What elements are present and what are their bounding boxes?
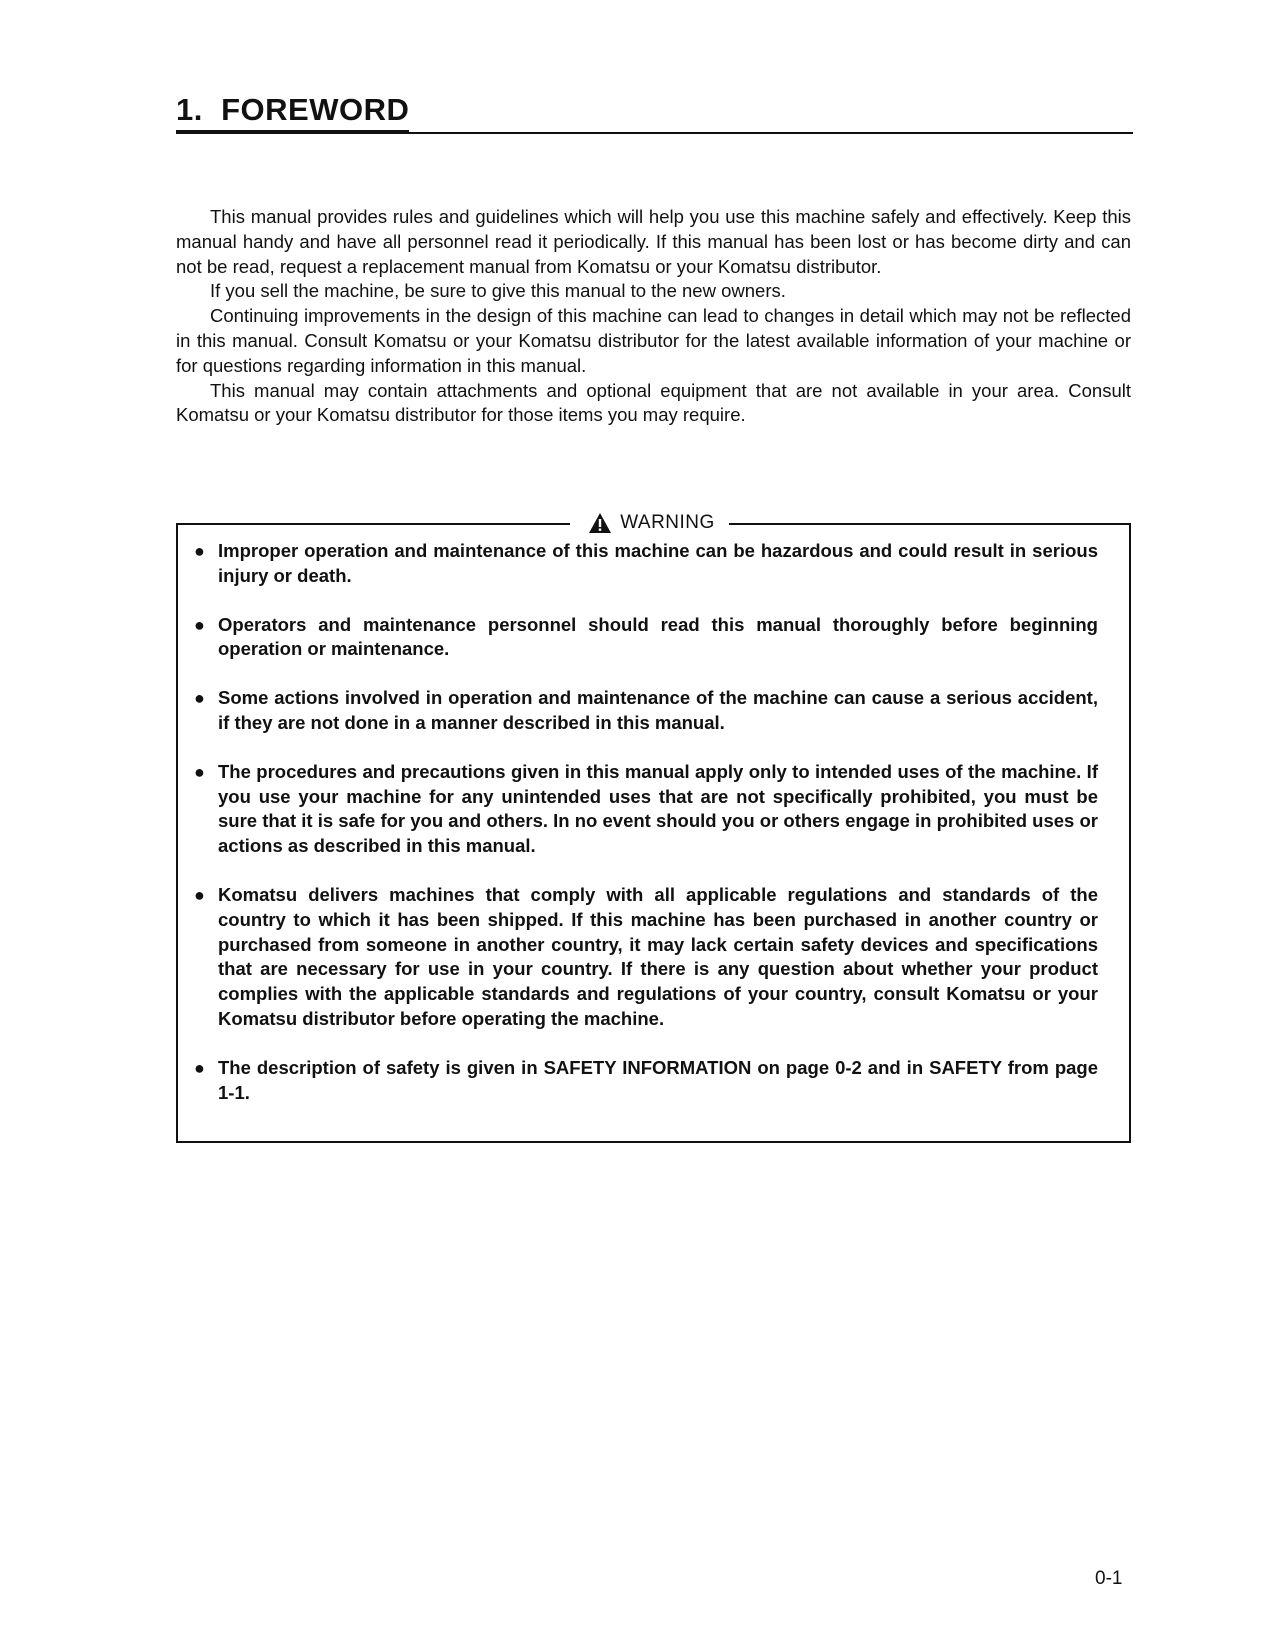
warning-item	[194, 686, 1098, 736]
section-number: 1.	[176, 92, 203, 127]
warning-border-right	[729, 523, 1129, 525]
page-number: 0-1	[1095, 1568, 1123, 1589]
warning-item-text: The procedures and precautions given in this manual apply only to intended uses of the machine. If you use your machine for any unintended uses that are not specifically prohibited, you must be sure that it is safe for you and others. In no event should you or others engage in prohibited uses or actions as described in this manual.	[218, 760, 1098, 857]
warning-item-text: The description of safety is given in SAFETY INFORMATION on page 0-2 and in SAFETY from page 1-1.	[218, 1056, 1098, 1103]
warning-item	[194, 539, 1098, 589]
intro-paragraph: This manual may contain attachments and optional equipment that are not available in your area. Consult Komatsu or your Komatsu distributor for those items you may require.	[176, 379, 1131, 426]
bullet-icon: ●	[194, 688, 205, 709]
bullet-icon: ●	[194, 614, 205, 635]
warning-title: WARNING	[620, 512, 715, 533]
warning-triangle-icon	[588, 512, 612, 534]
warning-item-text: Operators and maintenance personnel should read this manual thoroughly before beginning operation or maintenance.	[218, 613, 1098, 660]
warning-box	[176, 512, 1131, 1143]
warning-item-text: Improper operation and maintenance of this machine can be hazardous and could result in serious injury or death.	[218, 540, 1098, 586]
bullet-icon: ●	[194, 1057, 205, 1078]
bullet-icon: ●	[194, 761, 205, 782]
warning-list	[194, 539, 1098, 1129]
foreword-text	[176, 205, 1131, 428]
warning-header	[570, 511, 733, 535]
intro-paragraph: This manual provides rules and guidelines which will help you use this machine safely and effectively. Keep this manual handy and have all personnel read it periodically. If this manual has been lost or has become dirty and can not be read, request a replacement manual from Komatsu or your Komatsu distributor.	[176, 206, 1131, 277]
page-title	[176, 90, 409, 132]
intro-paragraph: If you sell the machine, be sure to give this manual to the new owners.	[210, 280, 786, 302]
bullet-icon: ●	[194, 884, 205, 905]
warning-item	[194, 613, 1098, 663]
warning-border-left	[178, 523, 570, 525]
warning-item	[194, 760, 1098, 859]
intro-paragraph: Continuing improvements in the design of this machine can lead to changes in detail which may not be reflected in this manual. Consult Komatsu or your Komatsu distributor for the latest available information of your machine or for questions regarding information in this manual.	[176, 305, 1131, 376]
section-heading	[176, 90, 1133, 134]
warning-item-text: Komatsu delivers machines that comply with all applicable regulations and standards of the country to which it has been shipped. If this machine has been purchased in another country or purchased from someone in another country, it may lack certain safety devices and specifications that are necessary for use in your country. If there is any question about whether your product complies with the applicable standards and regulations of your country, consult Komatsu or your Komatsu distributor before operating the machine.	[218, 883, 1098, 1029]
bullet-icon: ●	[194, 541, 205, 561]
section-title: FOREWORD	[221, 92, 410, 127]
warning-item	[194, 1056, 1098, 1106]
warning-item	[194, 883, 1098, 1032]
warning-item-text: Some actions involved in operation and maintenance of the machine can cause a serious accident, if they are not done in a manner described in this manual.	[218, 687, 1098, 733]
